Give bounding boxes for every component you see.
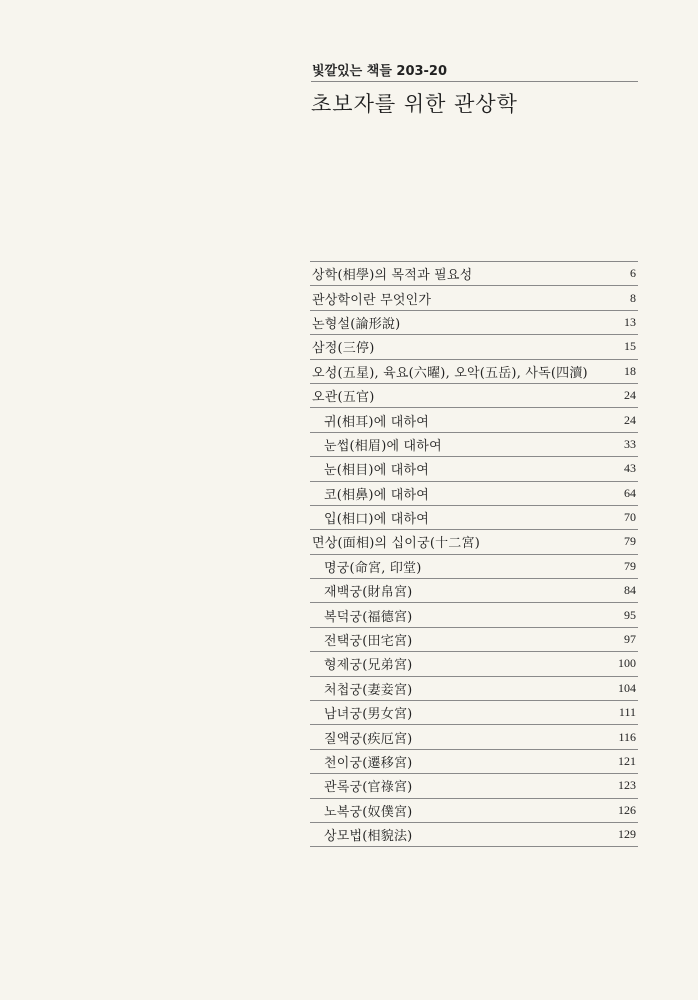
- toc-entry-label: 오성(五星), 육요(六曜), 오악(五岳), 사독(四瀆): [312, 365, 588, 381]
- toc-entry: [310, 750, 638, 774]
- toc-entry-label: 상모법(相貌法): [324, 829, 413, 845]
- toc-entry: [310, 774, 638, 798]
- toc-entry-page: 123: [618, 778, 636, 793]
- toc-entry-page: 15: [624, 339, 636, 354]
- toc-entry: [310, 482, 638, 506]
- toc-entry: [310, 823, 638, 847]
- header-rule: [311, 81, 638, 82]
- toc-entry-label: 귀(相耳)에 대하여: [324, 414, 430, 430]
- toc-entry-label: 질액궁(疾厄宮): [324, 731, 413, 747]
- toc-entry-page: 24: [624, 388, 636, 403]
- toc-entry-label: 눈(相目)에 대하여: [324, 463, 430, 479]
- toc-entry-page: 100: [618, 656, 636, 671]
- toc-entry-page: 126: [618, 802, 636, 817]
- toc-entry: [310, 799, 638, 823]
- table-of-contents: [310, 261, 638, 847]
- toc-entry-label: 처첩궁(妻妾宮): [324, 682, 413, 698]
- toc-entry-page: 95: [624, 607, 636, 622]
- toc-entry: [310, 603, 638, 627]
- toc-entry-page: 13: [624, 314, 636, 329]
- toc-entry: [310, 408, 638, 432]
- toc-entry-page: 97: [624, 632, 636, 647]
- toc-entry-page: 18: [624, 363, 636, 378]
- toc-entry: [310, 384, 638, 408]
- toc-entry-page: 43: [624, 461, 636, 476]
- toc-entry-page: 84: [624, 583, 636, 598]
- toc-entry-label: 천이궁(遷移宮): [324, 756, 413, 771]
- toc-entry: [310, 725, 638, 749]
- toc-entry-page: 70: [624, 510, 636, 525]
- toc-entry: [310, 628, 638, 652]
- toc-entry: [310, 530, 638, 554]
- toc-entry-label: 코(相鼻)에 대하여: [324, 487, 430, 503]
- toc-entry-page: 33: [624, 436, 636, 451]
- toc-entry-label: 남녀궁(男女宮): [324, 707, 413, 723]
- toc-entry: [310, 457, 638, 481]
- toc-entry-page: 104: [618, 680, 636, 695]
- toc-entry: [310, 360, 638, 384]
- toc-entry: [310, 652, 638, 676]
- toc-entry-label: 형제궁(兄弟宮): [324, 658, 413, 674]
- toc-entry-label: 명궁(命宮, 印堂): [324, 560, 422, 576]
- toc-entry-page: 79: [624, 534, 636, 549]
- toc-entry-label: 오관(五官): [312, 390, 375, 406]
- toc-entry-page: 6: [630, 266, 636, 281]
- toc-entry-label: 관상학이란 무엇인가: [312, 292, 432, 308]
- toc-entry-label: 삼정(三停): [312, 341, 375, 357]
- toc-entry-page: 64: [624, 485, 636, 500]
- toc-entry: [310, 701, 638, 725]
- toc-entry-page: 8: [630, 290, 636, 305]
- toc-entry-label: 복덕궁(福德宮): [324, 609, 413, 625]
- toc-entry: [310, 262, 638, 286]
- toc-entry-page: 116: [618, 729, 636, 744]
- toc-entry-page: 79: [624, 558, 636, 573]
- toc-entry: [310, 433, 638, 457]
- toc-entry: [310, 286, 638, 310]
- toc-entry-label: 상학(相學)의 목적과 필요성: [312, 268, 473, 284]
- toc-entry-label: 면상(面相)의 십이궁(十二宮): [312, 536, 480, 552]
- toc-entry: [310, 677, 638, 701]
- toc-entry-page: 121: [618, 754, 636, 768]
- toc-entry-label: 노복궁(奴僕宮): [324, 804, 413, 820]
- toc-entry-label: 눈썹(相眉)에 대하여: [324, 438, 442, 454]
- toc-entry-label: 전택궁(田宅宮): [324, 634, 413, 650]
- toc-entry-label: 논형설(論形說): [312, 316, 401, 332]
- toc-entry: [310, 555, 638, 579]
- toc-entry-page: 111: [618, 705, 636, 720]
- toc-entry-label: 입(相口)에 대하여: [324, 512, 430, 528]
- toc-entry: [310, 506, 638, 530]
- toc-entry-label: 관록궁(官祿宮): [324, 780, 413, 796]
- toc-entry-page: 24: [624, 412, 636, 427]
- toc-entry: [310, 335, 638, 359]
- toc-entry-label: 재백궁(財帛宮): [324, 585, 413, 601]
- toc-entry-page: 129: [618, 827, 636, 842]
- toc-entry: [310, 311, 638, 335]
- toc-entry: [310, 579, 638, 603]
- series-label: 빛깔있는 책들 203-20: [312, 64, 448, 79]
- book-title: 초보자를 위한 관상학: [311, 92, 518, 116]
